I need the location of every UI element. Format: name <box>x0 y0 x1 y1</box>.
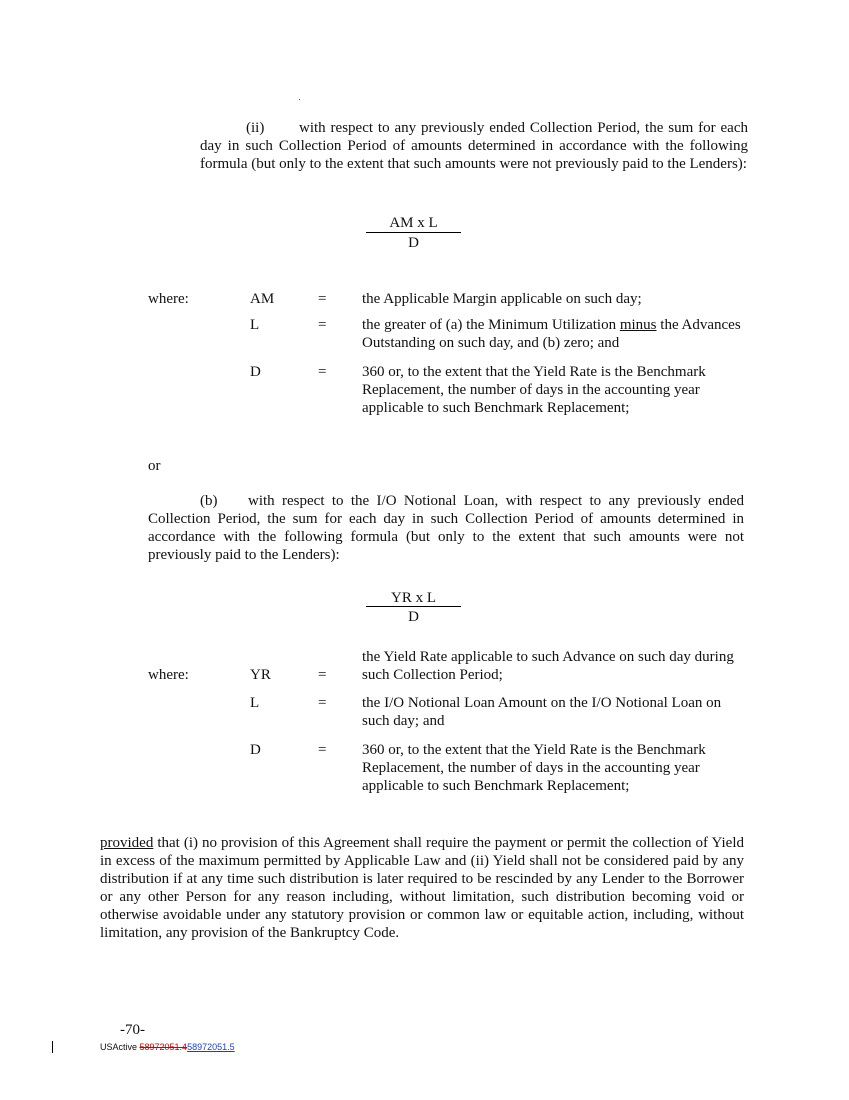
proviso-paragraph <box>100 834 744 942</box>
defs2-term-l: L <box>250 695 260 711</box>
defs2-term-d: D <box>250 742 261 758</box>
defs1-definition-am: the Applicable Margin applicable on such day; <box>362 291 642 307</box>
defs1-where-label: where: <box>148 291 189 307</box>
section-ii-label: (ii) <box>246 120 265 136</box>
defs1-definition-l-part2: the Advances Outstanding on such day, and (b) zero; and <box>362 317 741 351</box>
formula1-numerator: AM x L <box>389 215 438 231</box>
defs1-equals-d: = <box>318 364 327 380</box>
defs1-definition-l <box>362 316 747 352</box>
formula1-denominator: D <box>408 235 419 251</box>
defs1-equals-am: = <box>318 291 327 307</box>
defs2-where-label: where: <box>148 667 189 683</box>
page-number: -70- <box>120 1022 145 1038</box>
defs2-equals-yr: = <box>318 667 327 683</box>
doc-id-deleted: 58972051.4 <box>139 1042 188 1052</box>
defs2-equals-l: = <box>318 695 327 711</box>
formula2-denominator: D <box>408 609 419 625</box>
defs1-definition-d: 360 or, to the extent that the Yield Rate is the Benchmark Replacement, the number of days in the accounting year applicable to such Benchmark Replacement; <box>362 364 706 416</box>
section-ii-text: with respect to any previously ended Collection Period, the sum for each day in such Collection Period of amounts determined in accordance with the following formula (but only to the extent that such amounts were not previously paid to the Lenders): <box>200 120 748 172</box>
minus-underlined: minus <box>619 317 657 333</box>
formula2-numerator: YR x L <box>391 590 436 606</box>
change-bar <box>52 1041 53 1053</box>
defs1-term-d: D <box>250 364 261 380</box>
defs2-term-yr: YR <box>250 667 271 683</box>
formula2-fraction-bar <box>366 606 461 607</box>
defs1-term-l: L <box>250 317 260 333</box>
defs1-definition-l-part1: the greater of (a) the Minimum Utilization <box>362 317 620 333</box>
defs2-definition-l: the I/O Notional Loan Amount on the I/O Notional Loan on such day; and <box>362 695 722 729</box>
defs2-definition-yr: the Yield Rate applicable to such Advance on such day during such Collection Period; <box>362 649 734 683</box>
defs1-term-am: AM <box>250 291 275 307</box>
doc-id-inserted: 58972051.5 <box>187 1042 235 1052</box>
provided-underlined: provided <box>100 835 154 851</box>
formula1-fraction-bar <box>366 232 461 233</box>
section-b-text: with respect to the I/O Notional Loan, with respect to any previously ended Collection Period, the sum for each day in such Collection Period of amounts determined in accordance with the following formula (but only to the extent that such amounts were not previously paid to the Lenders): <box>148 493 744 563</box>
defs2-definition-d: 360 or, to the extent that the Yield Rate is the Benchmark Replacement, the number of days in the accounting year applicable to such Benchmark Replacement; <box>362 742 706 794</box>
defs1-equals-l: = <box>318 317 327 333</box>
doc-id-footer <box>100 1042 235 1052</box>
section-b-paragraph <box>148 492 744 564</box>
section-ii-paragraph <box>200 119 748 173</box>
doc-id-prefix: USActive <box>100 1042 140 1052</box>
or-connector: or <box>148 458 161 474</box>
section-b-label: (b) <box>200 493 218 509</box>
defs2-equals-d: = <box>318 742 327 758</box>
proviso-text: that (i) no provision of this Agreement shall require the payment or permit the collection of Yield in excess of the maximum permitted by Applicable Law and (ii) Yield shall not be considered paid by any distribution if at any time such distribution is later required to be rescinded by any Lender to the Borrower or any other Person for any reason including, without limitation, such distribution becoming void or otherwise avoidable under any statutory provision or common law or equitable action, including, without limitation, any provision of the Bankruptcy Code. <box>100 835 744 941</box>
stray-mark <box>299 99 300 100</box>
